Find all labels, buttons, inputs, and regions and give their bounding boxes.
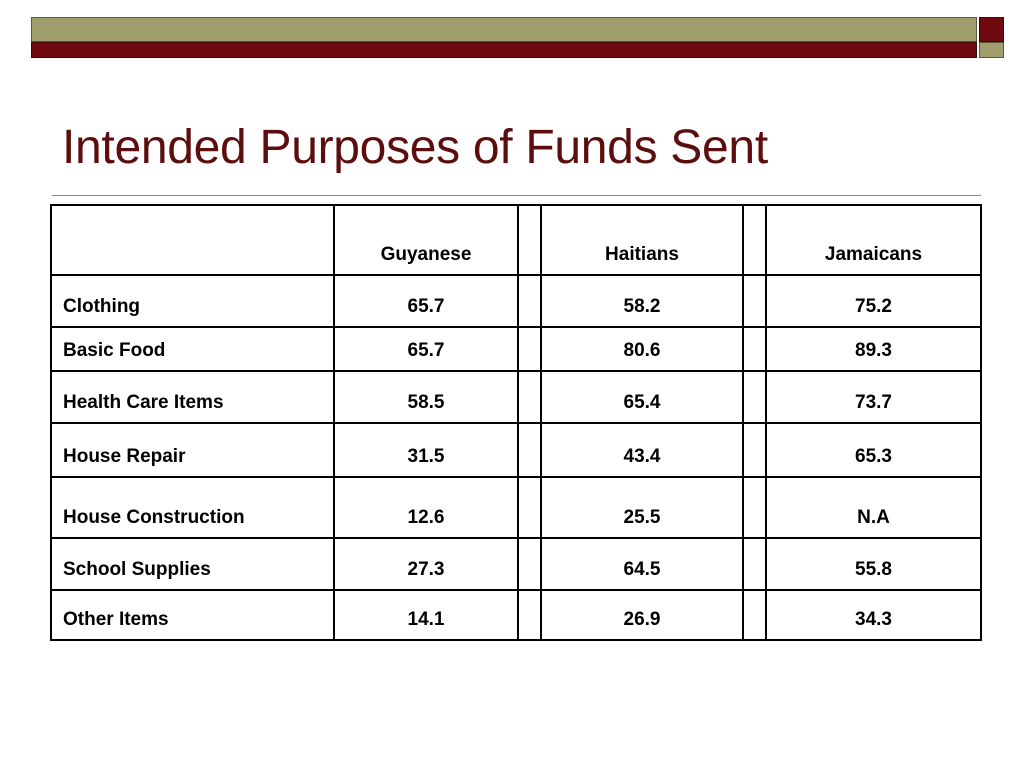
spacer-cell xyxy=(743,371,766,423)
spacer-cell xyxy=(518,275,541,327)
row-label: House Repair xyxy=(51,423,334,477)
table-header-row xyxy=(51,205,981,275)
spacer-cell xyxy=(518,590,541,640)
cell-haitians: 64.5 xyxy=(541,538,743,590)
cell-haitians: 80.6 xyxy=(541,327,743,371)
table-row xyxy=(51,327,981,371)
spacer-cell xyxy=(743,538,766,590)
spacer-cell xyxy=(743,275,766,327)
row-label: House Construction xyxy=(51,477,334,538)
cell-guyanese: 58.5 xyxy=(334,371,518,423)
cell-jamaicans: N.A xyxy=(766,477,981,538)
cell-guyanese: 65.7 xyxy=(334,327,518,371)
cell-haitians: 58.2 xyxy=(541,275,743,327)
cell-jamaicans: 65.3 xyxy=(766,423,981,477)
spacer-cell xyxy=(743,590,766,640)
header-cell-guyanese: Guyanese xyxy=(334,205,518,275)
cell-guyanese: 14.1 xyxy=(334,590,518,640)
spacer-cell xyxy=(743,423,766,477)
slide-title: Intended Purposes of Funds Sent xyxy=(62,121,768,174)
cell-jamaicans: 34.3 xyxy=(766,590,981,640)
table-row xyxy=(51,371,981,423)
spacer-cell xyxy=(518,327,541,371)
cell-guyanese: 65.7 xyxy=(334,275,518,327)
header-cell-empty xyxy=(51,205,334,275)
cell-haitians: 25.5 xyxy=(541,477,743,538)
table-row xyxy=(51,275,981,327)
cell-jamaicans: 55.8 xyxy=(766,538,981,590)
cell-haitians: 65.4 xyxy=(541,371,743,423)
table-row xyxy=(51,590,981,640)
spacer-cell xyxy=(518,538,541,590)
table-row xyxy=(51,477,981,538)
cell-jamaicans: 73.7 xyxy=(766,371,981,423)
cell-guyanese: 31.5 xyxy=(334,423,518,477)
cell-jamaicans: 89.3 xyxy=(766,327,981,371)
row-label: Clothing xyxy=(51,275,334,327)
cell-jamaicans: 75.2 xyxy=(766,275,981,327)
cell-haitians: 43.4 xyxy=(541,423,743,477)
spacer-cell xyxy=(743,327,766,371)
spacer-cell xyxy=(518,371,541,423)
cell-haitians: 26.9 xyxy=(541,590,743,640)
header-band-maroon xyxy=(31,42,977,58)
title-divider xyxy=(52,195,981,196)
row-label: Other Items xyxy=(51,590,334,640)
funds-table xyxy=(50,204,982,641)
spacer-cell xyxy=(743,477,766,538)
row-label: Health Care Items xyxy=(51,371,334,423)
header-cell-haitians: Haitians xyxy=(541,205,743,275)
header-band-olive xyxy=(31,17,977,42)
table-row xyxy=(51,538,981,590)
cell-guyanese: 12.6 xyxy=(334,477,518,538)
cell-guyanese: 27.3 xyxy=(334,538,518,590)
header-cell-jamaicans: Jamaicans xyxy=(766,205,981,275)
row-label: School Supplies xyxy=(51,538,334,590)
spacer-cell xyxy=(518,205,541,275)
header-square-olive xyxy=(979,42,1004,58)
row-label: Basic Food xyxy=(51,327,334,371)
spacer-cell xyxy=(743,205,766,275)
spacer-cell xyxy=(518,423,541,477)
spacer-cell xyxy=(518,477,541,538)
header-square-maroon xyxy=(979,17,1004,42)
table-row xyxy=(51,423,981,477)
